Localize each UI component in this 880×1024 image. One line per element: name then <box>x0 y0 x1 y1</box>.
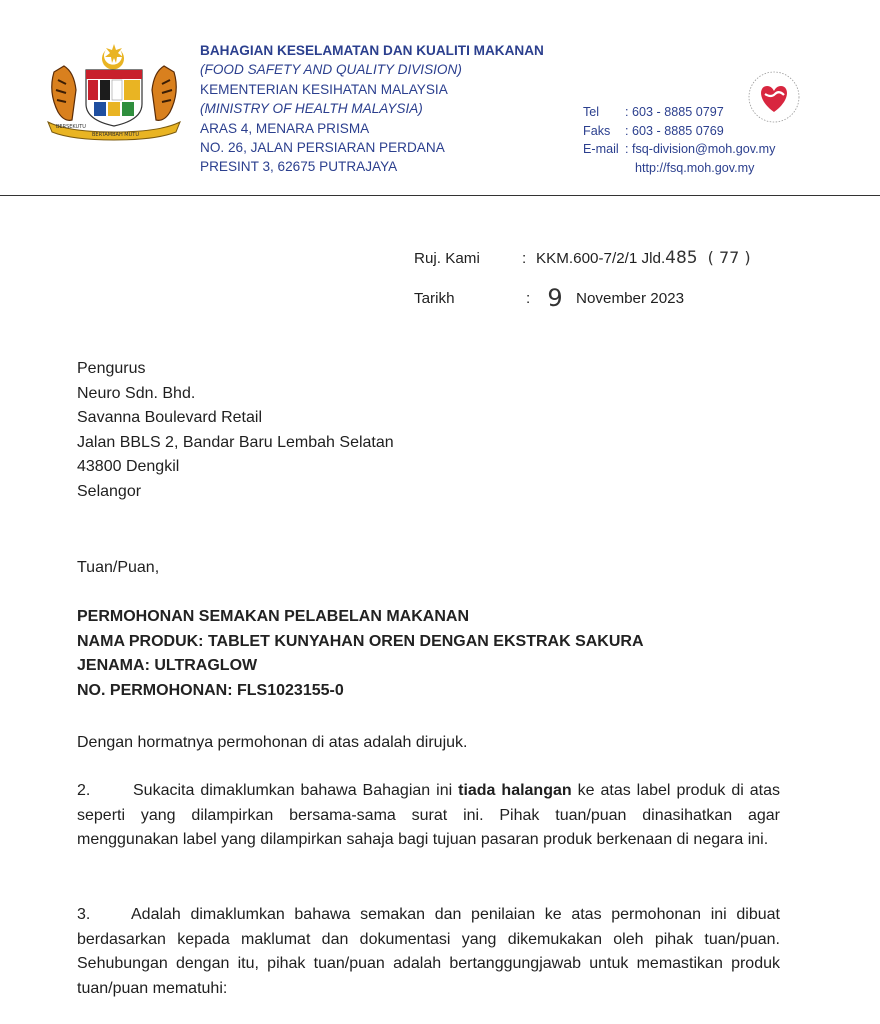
website-link[interactable]: http://fsq.moh.gov.my <box>635 160 755 175</box>
letterhead-divider <box>0 195 880 196</box>
reference-block <box>414 248 751 320</box>
address-line: Pengurus <box>77 360 146 377</box>
fax-row <box>583 122 775 141</box>
recipient-address <box>77 357 394 505</box>
reference-label: Ruj. Kami <box>414 250 480 267</box>
subject-product-name: NAMA PRODUK: TABLET KUNYAHAN OREN DENGAN EKSTRAK SAKURA <box>77 632 644 650</box>
fax-value: : 603 - 8885 0769 <box>625 123 724 138</box>
subject-title: PERMOHONAN SEMAKAN PELABELAN MAKANAN <box>77 608 469 625</box>
address-line: Selangor <box>77 482 142 500</box>
org-ministry-name: KEMENTERIAN KESIHATAN MALAYSIA <box>200 81 448 97</box>
paragraph-number: 3. <box>77 906 91 923</box>
salutation: Tuan/Puan, <box>77 559 160 576</box>
date-row <box>414 284 751 320</box>
email-row <box>583 140 775 159</box>
fax-label: Faks <box>583 123 611 138</box>
paragraph-3 <box>77 903 780 1001</box>
paragraph-2 <box>77 779 780 853</box>
date-month-year: November 2023 <box>576 290 685 307</box>
paragraph-2-text-b: ke atas label produk di atas seperti yang dilampirkan bersama-sama surat ini. Pihak tuan/puan dinasihatkan agar menggunakan label yang dilampirkan sahaja bagi tujuan pasaran produk berkenaan di negara ini. <box>77 782 780 849</box>
tel-row <box>583 103 775 122</box>
address-line: Jalan BBLS 2, Bandar Baru Lembah Selatan <box>77 433 394 451</box>
paragraph-3-text: Adalah dimaklumkan bahawa semakan dan penilaian ke atas permohonan ini dibuat berdasarkan kepada maklumat dan dokumentasi yang dikemukakan oleh pihak tuan/puan. Sehubungan dengan itu, pihak tuan/puan adalah bertanggungjawab untuk memastikan produk tuan/puan mematuhi: <box>77 906 780 997</box>
org-address-line: PRESINT 3, 62675 PUTRAJAYA <box>200 159 398 175</box>
org-ministry-name-en: (MINISTRY OF HEALTH MALAYSIA) <box>200 101 423 117</box>
reference-colon: : <box>522 250 527 267</box>
subject-block <box>77 605 644 703</box>
email-link[interactable]: : fsq-division@moh.gov.my <box>625 142 776 157</box>
address-line: Neuro Sdn. Bhd. <box>77 384 196 402</box>
contact-details <box>583 103 775 177</box>
org-address-line: NO. 26, JALAN PERSIARAN PERDANA <box>200 140 445 156</box>
coat-of-arms-logo <box>44 42 184 142</box>
email-label: E-mail <box>583 142 619 157</box>
crest-motto-left: BERSEKUTU <box>56 124 86 130</box>
date-handwritten-day: 9 <box>547 284 563 312</box>
org-address-line: ARAS 4, MENARA PRISMA <box>200 120 370 136</box>
date-colon: : <box>526 290 531 307</box>
org-division-name: BAHAGIAN KESELAMATAN DAN KUALITI MAKANAN <box>200 43 544 58</box>
address-line: Savanna Boulevard Retail <box>77 409 263 427</box>
organisation-address <box>200 41 544 177</box>
subject-application-number: NO. PERMOHONAN: FLS1023155-0 <box>77 681 344 699</box>
crest-motto-right: BERTAMBAH MUTU <box>92 132 139 138</box>
reference-handwritten-number: 485 <box>665 248 698 268</box>
reference-row <box>414 248 751 284</box>
tel-label: Tel <box>583 105 600 119</box>
paragraph-2-emphasis: tiada halangan <box>458 782 572 799</box>
date-label: Tarikh <box>414 290 455 307</box>
paragraph-number: 2. <box>77 782 91 799</box>
reference-handwritten-sub: ( 77 ) <box>707 248 751 267</box>
paragraph-1: Dengan hormatnya permohonan di atas adalah dirujuk. <box>77 734 468 751</box>
org-division-name-en: (FOOD SAFETY AND QUALITY DIVISION) <box>200 62 462 78</box>
tel-value: : 603 - 8885 0797 <box>625 105 724 119</box>
paragraph-2-text-a: Sukacita dimaklumkan bahawa Bahagian ini <box>133 782 459 799</box>
subject-brand: JENAMA: ULTRAGLOW <box>77 657 258 675</box>
address-line: 43800 Dengkil <box>77 458 180 476</box>
reference-number: KKM.600-7/2/1 Jld. <box>536 250 666 267</box>
